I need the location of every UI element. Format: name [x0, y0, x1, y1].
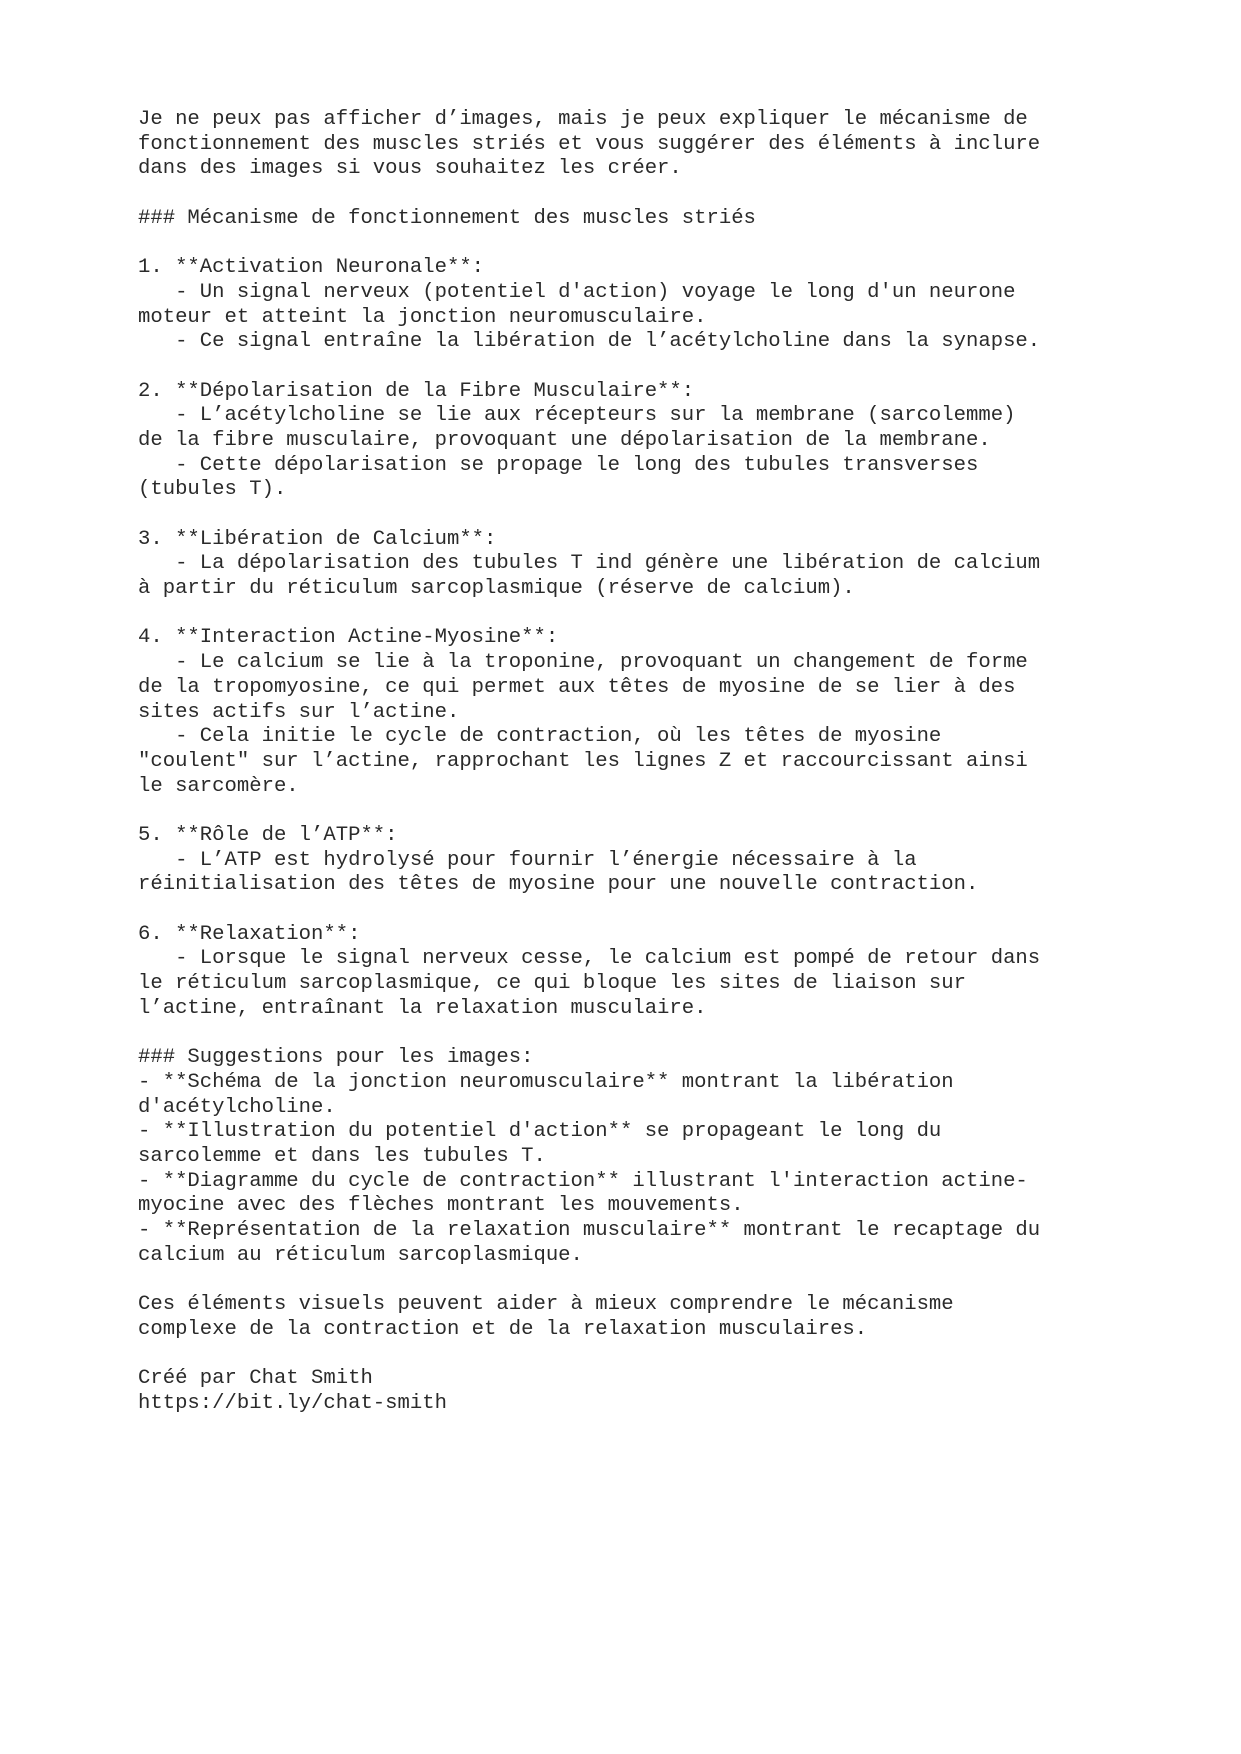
text-line: complexe de la contraction et de la relaxation musculaires. [138, 1317, 868, 1341]
text-line: - **Représentation de la relaxation musculaire** montrant le recaptage du [138, 1218, 1041, 1242]
text-line: sarcolemme et dans les tubules T. [138, 1144, 546, 1168]
text-line: sites actifs sur l’actine. [138, 700, 460, 724]
blank-line [138, 1342, 1138, 1367]
numbered-heading: 6. **Relaxation**: [138, 922, 361, 946]
section-heading: ### Suggestions pour les images: [138, 1046, 534, 1070]
numbered-heading: 3. **Libération de Calcium**: [138, 527, 497, 551]
blank-line [138, 1021, 1138, 1046]
blank-line [138, 355, 1138, 380]
text-line: moteur et atteint la jonction neuromusculaire. [138, 305, 707, 329]
text-line: - La dépolarisation des tubules T ind génère une libération de calcium [138, 552, 1041, 576]
link-text: https://bit.ly/chat-smith [138, 1391, 447, 1415]
blank-line [138, 1268, 1138, 1293]
numbered-heading: 1. **Activation Neuronale**: [138, 256, 485, 280]
text-line: "coulent" sur l’actine, rapprochant les lignes Z et raccourcissant ainsi [138, 749, 1028, 773]
text-line: Je ne peux pas afficher d’images, mais je peux expliquer le mécanisme de [138, 108, 1028, 131]
text-line: - **Schéma de la jonction neuromusculaire** montrant la libération [138, 1070, 954, 1094]
numbered-heading: 2. **Dépolarisation de la Fibre Musculaire**: [138, 379, 695, 403]
text-line: - Le calcium se lie à la troponine, provoquant un changement de forme [138, 651, 1028, 675]
text-line: - **Illustration du potentiel d'action** se propageant le long du [138, 1120, 942, 1144]
text-line: de la fibre musculaire, provoquant une dépolarisation de la membrane. [138, 428, 991, 452]
blank-line [138, 503, 1138, 528]
document-page [138, 108, 1138, 1416]
blank-line [138, 898, 1138, 923]
text-line: réinitialisation des têtes de myosine pour une nouvelle contraction. [138, 873, 979, 897]
text-line: (tubules T). [138, 478, 287, 502]
blank-line [138, 231, 1138, 256]
numbered-heading: 4. **Interaction Actine-Myosine**: [138, 626, 559, 650]
text-line: - Lorsque le signal nerveux cesse, le calcium est pompé de retour dans [138, 947, 1041, 971]
text-line: - L’ATP est hydrolysé pour fournir l’énergie nécessaire à la [138, 848, 917, 872]
section-heading: ### Mécanisme de fonctionnement des muscles striés [138, 206, 756, 230]
text-line: Créé par Chat Smith [138, 1367, 373, 1391]
blank-line [138, 182, 1138, 207]
text-line: - Ce signal entraîne la libération de l’acétylcholine dans la synapse. [138, 330, 1041, 354]
text-line: d'acétylcholine. [138, 1095, 336, 1119]
text-line: le réticulum sarcoplasmique, ce qui bloque les sites de liaison sur [138, 972, 967, 996]
text-line: myocine avec des flèches montrant les mouvements. [138, 1194, 744, 1218]
text-line: calcium au réticulum sarcoplasmique. [138, 1243, 583, 1267]
text-line: dans des images si vous souhaitez les créer. [138, 157, 682, 181]
text-line: l’actine, entraînant la relaxation musculaire. [138, 996, 707, 1020]
text-line: - L’acétylcholine se lie aux récepteurs sur la membrane (sarcolemme) [138, 404, 1016, 428]
text-line: - **Diagramme du cycle de contraction** illustrant l'interaction actine- [138, 1169, 1028, 1193]
blank-line [138, 799, 1138, 824]
text-line: - Cette dépolarisation se propage le long des tubules transverses [138, 453, 979, 477]
text-line: fonctionnement des muscles striés et vous suggérer des éléments à inclure [138, 132, 1041, 156]
blank-line [138, 602, 1138, 627]
text-line: à partir du réticulum sarcoplasmique (réserve de calcium). [138, 577, 855, 601]
text-line: - Cela initie le cycle de contraction, où les têtes de myosine [138, 725, 942, 749]
text-line: Ces éléments visuels peuvent aider à mieux comprendre le mécanisme [138, 1293, 954, 1316]
text-line: - Un signal nerveux (potentiel d'action) voyage le long d'un neurone [138, 280, 1016, 304]
text-line: le sarcomère. [138, 774, 299, 798]
numbered-heading: 5. **Rôle de l’ATP**: [138, 823, 398, 847]
text-line: de la tropomyosine, ce qui permet aux têtes de myosine de se lier à des [138, 675, 1016, 699]
